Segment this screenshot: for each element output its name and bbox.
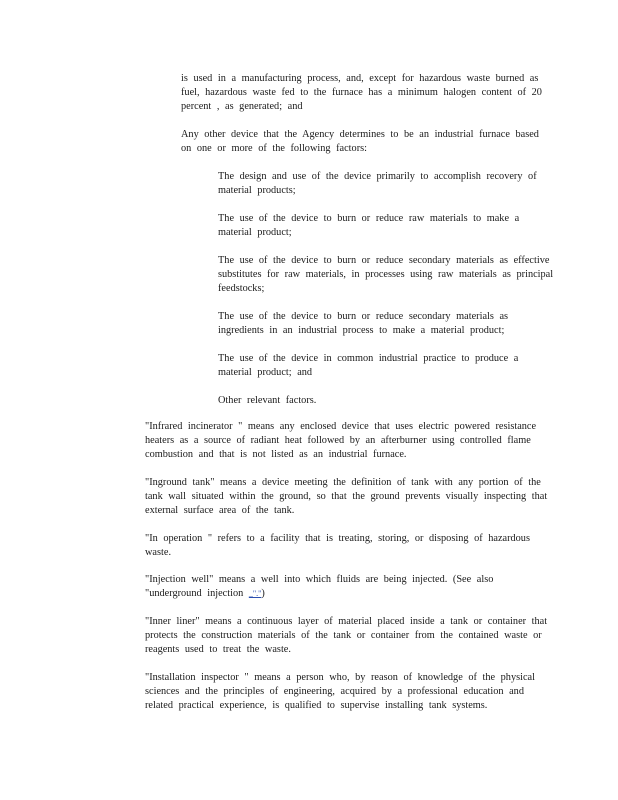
injection-well-text: "Injection well" means a well into which fluids are being injected. (See also "underground injection (145, 574, 494, 599)
definition-inner-liner: "Inner liner" means a continuous layer of material placed inside a tank or container that protects the construction materials of the tank or container from the contained waste or reagents used to treat the waste. (145, 616, 548, 655)
definition-injection-well (145, 573, 551, 601)
injection-well-close: ) (261, 588, 265, 599)
factor-item: The use of the device to burn or reduce secondary materials as ingredients in an industrial process to make a material product; (218, 311, 509, 336)
factor-item: The use of the device to burn or reduce raw materials to make a material product; (218, 213, 520, 238)
definition-installation-inspector: "Installation inspector " means a person who, by reason of knowledge of the physical sciences and the principles of engineering, acquired by a professional education and related practical experience, is qualified to supervise installing tank systems. (145, 672, 535, 711)
factor-item: Other relevant factors. (218, 395, 317, 406)
any-other-device-paragraph: Any other device that the Agency determines to be an industrial furnace based on one or more of the following factors: (181, 129, 539, 154)
factor-item: The use of the device to burn or reduce secondary materials as effective substitutes for raw materials, in processes using raw materials as principal feedstocks; (218, 255, 554, 294)
definition-infrared-incinerator: "Infrared incinerator " means any enclosed device that uses electric powered resistance heaters as a source of radiant heat followed by an afterburner using controlled flame combustion and that is not listed as an industrial furnace. (145, 421, 537, 460)
definition-in-operation: "In operation " refers to a facility that is treating, storing, or disposing of hazardous waste. (145, 533, 530, 558)
continuation-paragraph: is used in a manufacturing process, and, except for hazardous waste burned as fuel, hazardous waste fed to the furnace has a minimum halogen content of 20 percent , as generated; and (181, 73, 542, 112)
underground-injection-link[interactable]: _"." (248, 589, 262, 598)
definition-inground-tank: "Inground tank" means a device meeting the definition of tank with any portion of the tank wall situated within the ground, so that the ground prevents visually inspecting that external surface area of the tank. (145, 477, 548, 516)
factor-item: The design and use of the device primarily to accomplish recovery of material products; (218, 171, 537, 196)
factor-item: The use of the device in common industrial practice to produce a material product; and (218, 353, 519, 378)
